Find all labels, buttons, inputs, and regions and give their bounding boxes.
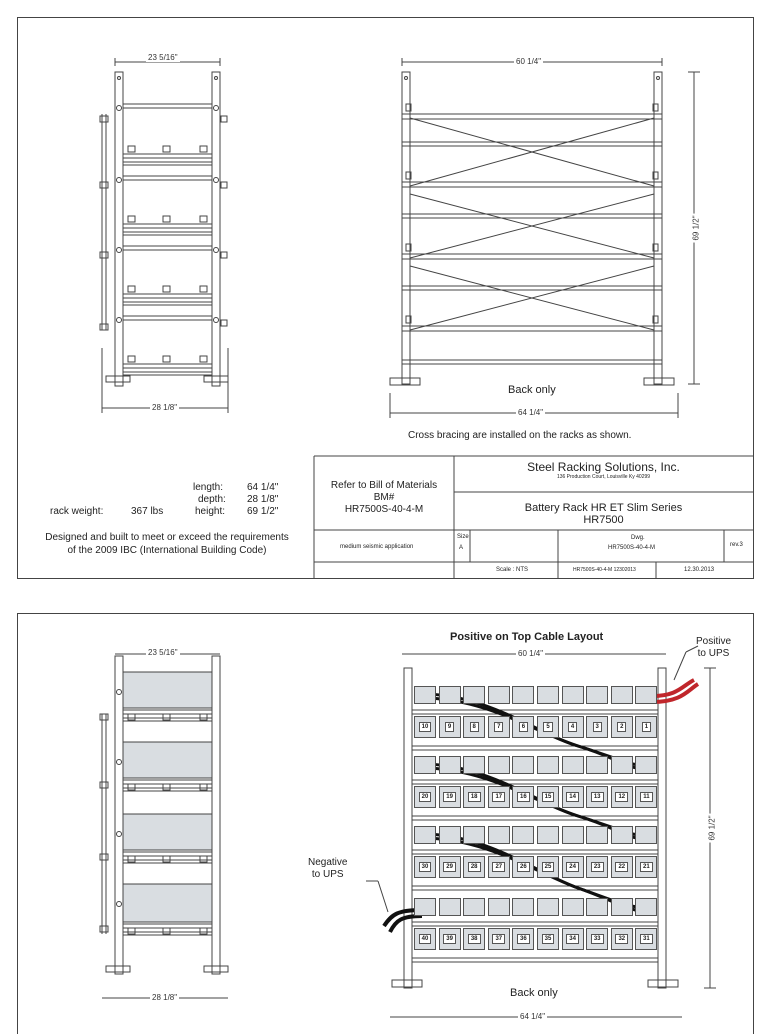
battery-top — [611, 686, 633, 704]
battery-number: 14 — [566, 792, 579, 802]
battery-top — [537, 756, 559, 774]
battery-top — [537, 826, 559, 844]
compliance-line-1: Designed and built to meet or exceed the requirements — [45, 532, 289, 543]
battery-number: 24 — [566, 862, 579, 872]
battery-top — [414, 756, 436, 774]
battery-top — [414, 898, 436, 916]
battery-number: 11 — [640, 792, 652, 802]
battery-top — [611, 898, 633, 916]
battery-number: 26 — [517, 862, 530, 872]
battery-label — [611, 928, 633, 950]
battery-top — [537, 686, 559, 704]
battery-top — [512, 898, 534, 916]
application-note: medium seismic application — [340, 544, 414, 550]
battery-label — [488, 856, 510, 878]
battery-top — [488, 686, 510, 704]
battery-top — [635, 898, 657, 916]
battery-number: 18 — [468, 792, 481, 802]
battery-top — [439, 898, 461, 916]
battery-label — [537, 786, 559, 808]
battery-number: 4 — [568, 722, 577, 732]
battery-top — [586, 756, 608, 774]
negative-line-1: Negative — [308, 857, 348, 868]
battery-label — [562, 928, 584, 950]
battery-label — [562, 716, 584, 738]
product-block — [454, 502, 753, 526]
battery-number: 23 — [591, 862, 604, 872]
side-view-loaded-rack — [100, 656, 228, 974]
battery-top — [562, 686, 584, 704]
bom-line-3: HR7500S-40-4-M — [344, 504, 424, 515]
battery-number: 8 — [470, 722, 479, 732]
battery-number: 28 — [468, 862, 481, 872]
battery-label — [586, 928, 608, 950]
battery-number: 34 — [566, 934, 579, 944]
battery-number: 7 — [494, 722, 503, 732]
back-height-dim: 69 1/2" — [691, 215, 701, 241]
bracing-note: Cross bracing are installed on the racks as shown. — [408, 430, 632, 441]
battery-label — [463, 786, 485, 808]
battery-label — [488, 786, 510, 808]
bom-reference — [314, 480, 454, 516]
bom-line-1: Refer to Bill of Materials — [330, 480, 438, 491]
battery-label — [463, 928, 485, 950]
size-value: A — [459, 545, 464, 551]
weight-value: 367 lbs — [131, 506, 164, 517]
battery-number: 9 — [445, 722, 454, 732]
battery-number: 1 — [642, 722, 651, 732]
battery-number: 13 — [591, 792, 604, 802]
battery-number: 33 — [591, 934, 604, 944]
battery-number: 16 — [517, 792, 530, 802]
length-value: 64 1/4" — [247, 482, 279, 493]
battery-number: 35 — [542, 934, 555, 944]
battery-label — [439, 856, 461, 878]
negative-line-2: to UPS — [311, 869, 344, 880]
battery-number: 10 — [419, 722, 432, 732]
battery-number: 19 — [443, 792, 456, 802]
battery-label — [562, 786, 584, 808]
battery-label — [537, 928, 559, 950]
battery-number: 27 — [492, 862, 505, 872]
battery-number: 3 — [593, 722, 602, 732]
cable-layout-title: Positive on Top Cable Layout — [450, 631, 604, 643]
weight-label: rack weight: — [50, 506, 104, 517]
negative-to-ups-label — [308, 857, 347, 881]
scale-label: Scale : NTS — [496, 567, 529, 573]
back-width-bottom-dim-2: 64 1/4" — [520, 1012, 546, 1021]
battery-label — [611, 786, 633, 808]
cable-layout-svg — [18, 614, 753, 1034]
depth-label: depth: — [198, 494, 226, 505]
back-height-dim-2: 69 1/2" — [707, 815, 717, 841]
battery-number: 39 — [443, 934, 456, 944]
battery-number: 12 — [615, 792, 628, 802]
battery-top — [562, 898, 584, 916]
battery-number: 15 — [542, 792, 555, 802]
battery-number: 37 — [492, 934, 505, 944]
battery-label — [586, 786, 608, 808]
company-name: Steel Racking Solutions, Inc. — [527, 460, 680, 474]
battery-number: 2 — [617, 722, 626, 732]
back-view-rack — [390, 72, 674, 385]
back-width-top-dim-2: 60 1/4" — [518, 649, 544, 658]
battery-top — [586, 898, 608, 916]
battery-number: 17 — [492, 792, 505, 802]
battery-label — [414, 716, 436, 738]
compliance-note — [20, 531, 314, 557]
battery-label — [611, 716, 633, 738]
battery-top — [488, 756, 510, 774]
battery-number: 20 — [419, 792, 432, 802]
battery-top — [635, 826, 657, 844]
positive-line-1: Positive — [696, 636, 732, 647]
drawing-sheet-rack — [17, 17, 754, 579]
side-depth-dim-2: 28 1/8" — [152, 993, 178, 1002]
battery-top — [414, 686, 436, 704]
battery-top — [439, 756, 461, 774]
back-width-bottom-dim: 64 1/4" — [518, 408, 544, 417]
positive-to-ups-label — [696, 636, 731, 660]
company-block — [454, 461, 753, 480]
battery-label — [562, 856, 584, 878]
battery-number: 31 — [640, 934, 653, 944]
battery-top — [463, 686, 485, 704]
battery-label — [414, 928, 436, 950]
battery-number: 36 — [517, 934, 530, 944]
side-width-dim-2: 23 5/16" — [148, 648, 178, 657]
battery-top — [537, 898, 559, 916]
battery-number: 6 — [519, 722, 528, 732]
battery-top — [488, 898, 510, 916]
battery-label — [512, 856, 534, 878]
battery-label — [488, 928, 510, 950]
back-only-label: Back only — [508, 384, 556, 396]
height-label: height: — [195, 506, 226, 517]
battery-label — [488, 716, 510, 738]
size-label: Size — [457, 534, 469, 540]
dwg-number: HR7500S-40-4-M — [608, 545, 656, 551]
battery-number: 21 — [640, 862, 653, 872]
battery-top — [488, 826, 510, 844]
battery-label — [635, 856, 657, 878]
battery-label — [439, 716, 461, 738]
length-label: length: — [193, 482, 224, 493]
side-view-rack — [100, 72, 228, 386]
battery-label — [635, 786, 657, 808]
battery-top — [586, 686, 608, 704]
battery-label — [537, 856, 559, 878]
battery-number: 32 — [615, 934, 628, 944]
battery-label — [463, 716, 485, 738]
battery-label — [586, 856, 608, 878]
battery-label — [512, 928, 534, 950]
battery-label — [537, 716, 559, 738]
battery-label — [463, 856, 485, 878]
positive-line-2: to UPS — [697, 648, 730, 659]
side-width-dim: 23 5/16" — [148, 53, 178, 62]
battery-number: 29 — [443, 862, 456, 872]
product-line-1: Battery Rack HR ET Slim Series — [524, 502, 683, 514]
dwg-label: Dwg. — [631, 535, 645, 541]
product-line-2: HR7500 — [583, 514, 624, 526]
battery-number: 22 — [615, 862, 628, 872]
revision: rev.3 — [730, 542, 743, 548]
battery-label — [512, 786, 534, 808]
battery-label — [414, 856, 436, 878]
battery-top — [512, 686, 534, 704]
battery-top — [562, 756, 584, 774]
battery-label — [439, 928, 461, 950]
battery-top — [414, 826, 436, 844]
file-name: HR7500S-40-4-M 12302013 — [573, 567, 636, 573]
battery-label — [611, 856, 633, 878]
back-width-top-dim: 60 1/4" — [516, 57, 542, 66]
battery-top — [586, 826, 608, 844]
battery-label — [512, 716, 534, 738]
battery-label — [586, 716, 608, 738]
compliance-line-2: of the 2009 IBC (International Building Code) — [67, 545, 267, 556]
drawing-sheet-cable-layout — [17, 613, 754, 1034]
battery-top — [611, 756, 633, 774]
height-value: 69 1/2" — [247, 506, 279, 517]
drawing-date: 12.30.2013 — [684, 567, 715, 573]
battery-label — [414, 786, 436, 808]
back-only-label-2: Back only — [510, 987, 558, 999]
bom-line-2: BM# — [373, 492, 395, 503]
battery-top — [611, 826, 633, 844]
battery-number: 5 — [543, 722, 552, 732]
company-address: 136 Production Court, Louisville Ky 40299 — [556, 474, 651, 480]
battery-top — [439, 686, 461, 704]
battery-top — [562, 826, 584, 844]
battery-number: 40 — [419, 934, 432, 944]
battery-number: 25 — [542, 862, 555, 872]
depth-value: 28 1/8" — [247, 494, 279, 505]
battery-top — [463, 898, 485, 916]
battery-top — [512, 756, 534, 774]
battery-top — [463, 826, 485, 844]
battery-top — [635, 756, 657, 774]
battery-number: 38 — [468, 934, 481, 944]
battery-top — [439, 826, 461, 844]
battery-label — [635, 716, 657, 738]
side-depth-dim: 28 1/8" — [152, 403, 178, 412]
battery-label — [635, 928, 657, 950]
battery-label — [439, 786, 461, 808]
battery-top — [463, 756, 485, 774]
battery-number: 30 — [419, 862, 432, 872]
battery-top — [635, 686, 657, 704]
battery-top — [512, 826, 534, 844]
